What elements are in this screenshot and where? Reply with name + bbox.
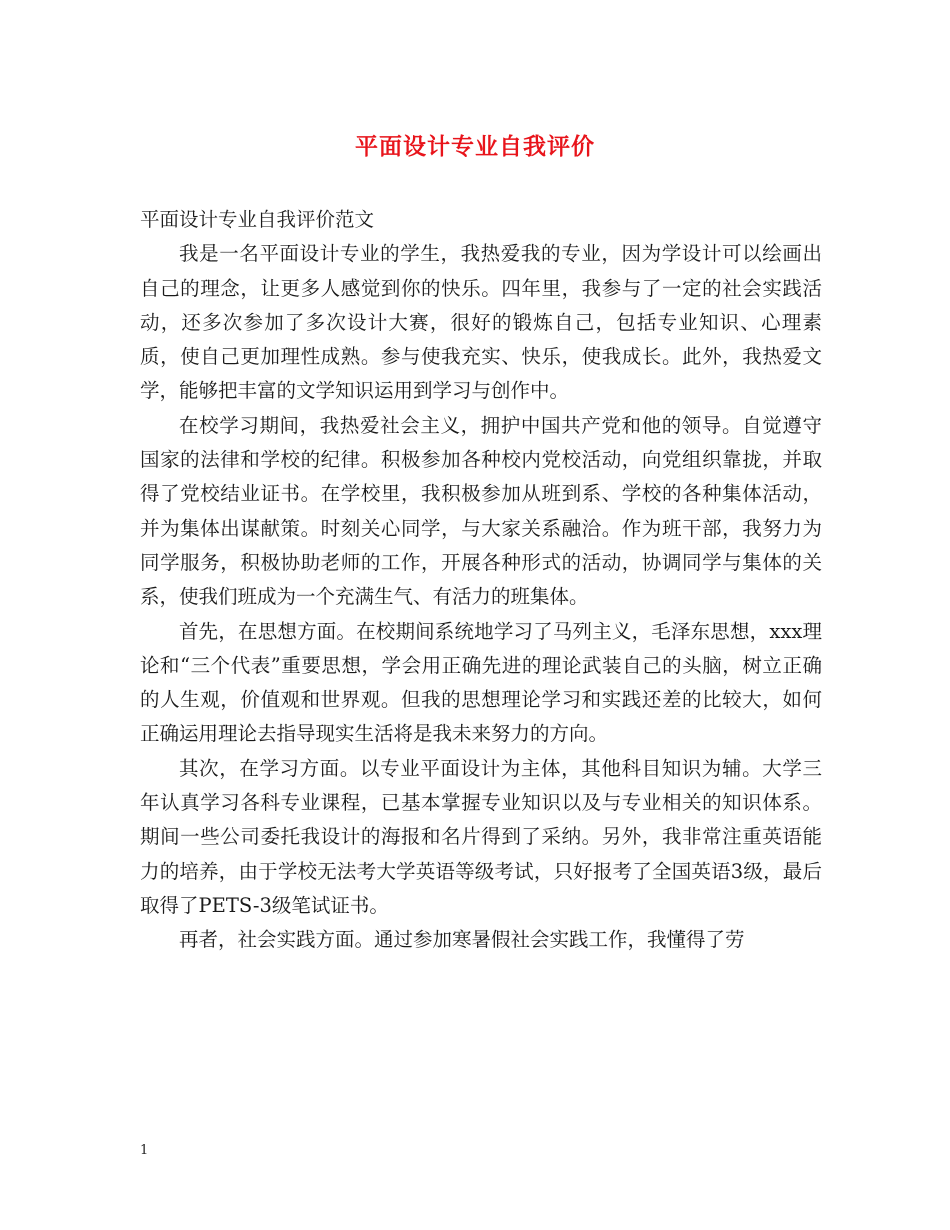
paragraph-social-practice: 再者，社会实践方面。通过参加寒暑假社会实践工作，我懂得了劳 — [179, 928, 745, 952]
page-number: 1 — [140, 1143, 149, 1158]
paragraph-school-life: 在校学习期间，我热爱社会主义，拥护中国共产党和他的领导。自觉遵守国家的法律和学校的纪律。积极参加各种校内党校活动，向党组织靠拢，并取得了党校结业证书。在学校里，我积极参加从班到系、学校的各种集体活动，并为集体出谋献策。时刻关心同学，与大家关系融洽。作为班干部，我努力为同学服务，积极协助老师的工作，开展各种形式的活动，协调同学与集体的关系，使我们班成为一个充满生气、有活力的班集体。 — [140, 413, 822, 609]
document-title: 平面设计专业自我评价 — [355, 133, 595, 160]
paragraph-intro: 我是一名平面设计专业的学生，我热爱我的专业，因为学设计可以绘画出自己的理念，让更多人感觉到你的快乐。四年里，我参与了一定的社会实践活动，还多次参加了多次设计大赛，很好的锻炼自己，包括专业知识、心理素质，使自己更加理性成熟。参与使我充实、快乐，使我成长。此外，我热爱文学，能够把丰富的文学知识运用到学习与创作中。 — [140, 242, 822, 403]
paragraph-study: 其次，在学习方面。以专业平面设计为主体，其他科目知识为辅。大学三年认真学习各科专业课程，已基本掌握专业知识以及与专业相关的知识体系。期间一些公司委托我设计的海报和名片得到了采纳。另外，我非常注重英语能力的培养，由于学校无法考大学英语等级考试，只好报考了全国英语3级，最后取得了PETS-3级笔试证书。 — [140, 756, 822, 917]
document-subtitle: 平面设计专业自我评价范文 — [140, 208, 375, 231]
document-body — [140, 203, 822, 958]
paragraph-ideology: 首先，在思想方面。在校期间系统地学习了马列主义，毛泽东思想，xxx理论和“三个代表”重要思想，学会用正确先进的理论武装自己的头脑，树立正确的人生观，价值观和世界观。但我的思想理论学习和实践还差的比较大，如何正确运用理论去指导现实生活将是我未来努力的方向。 — [140, 619, 822, 746]
